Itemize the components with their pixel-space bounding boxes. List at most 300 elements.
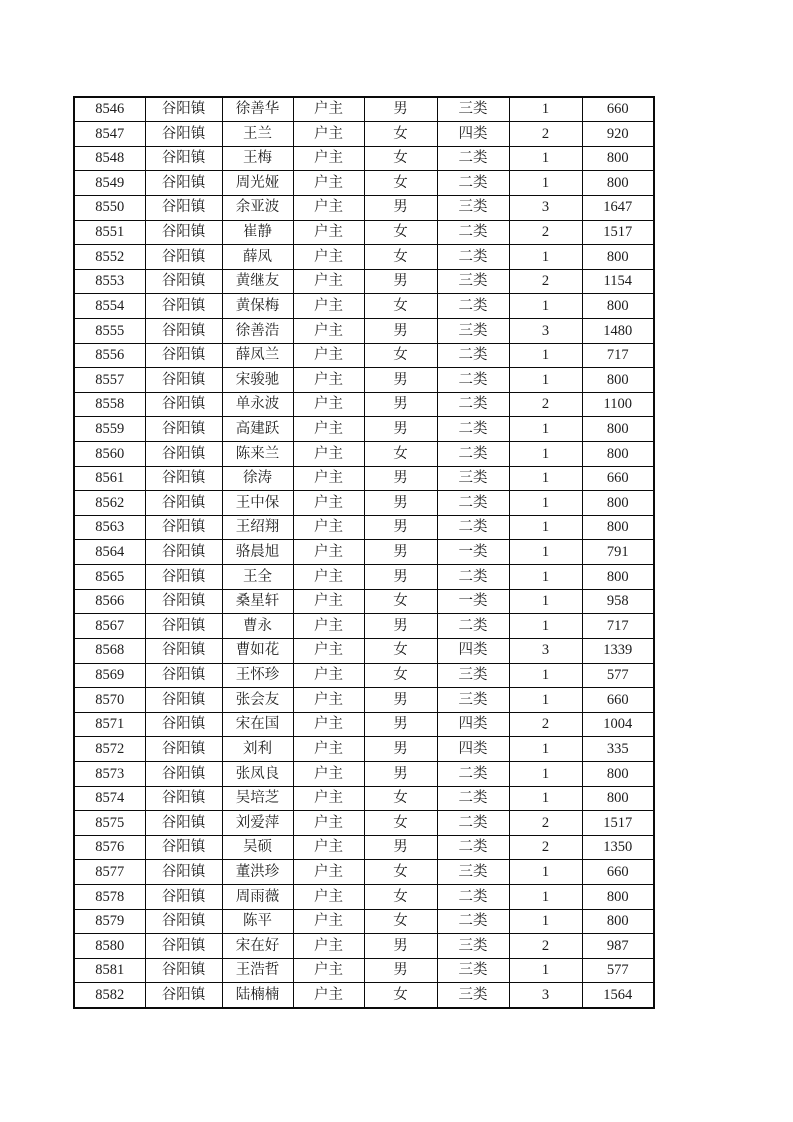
cell-category: 二类 [437,220,509,245]
cell-category: 四类 [437,712,509,737]
cell-gender: 女 [364,245,437,270]
cell-category: 二类 [437,417,509,442]
cell-category: 二类 [437,614,509,639]
cell-relation: 户主 [293,663,364,688]
table-row [74,392,654,417]
cell-category: 三类 [437,958,509,983]
table-row [74,491,654,516]
cell-gender: 男 [364,958,437,983]
cell-town: 谷阳镇 [145,442,222,467]
cell-relation: 户主 [293,811,364,836]
cell-gender: 男 [364,515,437,540]
cell-town: 谷阳镇 [145,589,222,614]
cell-amount: 660 [582,97,654,122]
cell-amount: 1339 [582,638,654,663]
cell-count: 2 [509,220,582,245]
cell-count: 1 [509,614,582,639]
cell-id: 8573 [74,761,145,786]
table-row [74,97,654,122]
cell-town: 谷阳镇 [145,761,222,786]
table-row [74,146,654,171]
cell-id: 8561 [74,466,145,491]
cell-amount: 800 [582,146,654,171]
cell-town: 谷阳镇 [145,811,222,836]
cell-count: 1 [509,565,582,590]
cell-relation: 户主 [293,122,364,147]
cell-id: 8582 [74,983,145,1008]
cell-id: 8566 [74,589,145,614]
cell-relation: 户主 [293,195,364,220]
table-row [74,417,654,442]
cell-name: 董洪珍 [222,860,293,885]
cell-name: 宋在国 [222,712,293,737]
cell-count: 3 [509,638,582,663]
table-row [74,220,654,245]
cell-town: 谷阳镇 [145,663,222,688]
table-row [74,934,654,959]
cell-relation: 户主 [293,294,364,319]
cell-amount: 958 [582,589,654,614]
table-row [74,860,654,885]
cell-gender: 女 [364,983,437,1008]
cell-relation: 户主 [293,491,364,516]
cell-category: 二类 [437,442,509,467]
cell-category: 二类 [437,146,509,171]
cell-id: 8547 [74,122,145,147]
cell-amount: 660 [582,688,654,713]
cell-count: 1 [509,860,582,885]
cell-relation: 户主 [293,220,364,245]
cell-category: 二类 [437,761,509,786]
cell-amount: 660 [582,466,654,491]
cell-name: 周雨薇 [222,885,293,910]
cell-count: 1 [509,761,582,786]
cell-relation: 户主 [293,565,364,590]
cell-amount: 800 [582,885,654,910]
cell-id: 8557 [74,368,145,393]
cell-town: 谷阳镇 [145,860,222,885]
cell-id: 8570 [74,688,145,713]
cell-id: 8548 [74,146,145,171]
cell-town: 谷阳镇 [145,540,222,565]
cell-town: 谷阳镇 [145,392,222,417]
cell-gender: 女 [364,811,437,836]
cell-gender: 男 [364,392,437,417]
cell-count: 1 [509,589,582,614]
cell-id: 8579 [74,909,145,934]
table-row [74,171,654,196]
cell-gender: 男 [364,540,437,565]
cell-town: 谷阳镇 [145,269,222,294]
cell-gender: 女 [364,909,437,934]
cell-id: 8562 [74,491,145,516]
cell-category: 一类 [437,589,509,614]
cell-town: 谷阳镇 [145,958,222,983]
cell-amount: 800 [582,294,654,319]
cell-town: 谷阳镇 [145,343,222,368]
cell-count: 3 [509,983,582,1008]
cell-category: 三类 [437,983,509,1008]
cell-relation: 户主 [293,368,364,393]
cell-relation: 户主 [293,146,364,171]
cell-name: 周光娅 [222,171,293,196]
cell-gender: 女 [364,663,437,688]
cell-id: 8576 [74,835,145,860]
cell-id: 8563 [74,515,145,540]
cell-category: 二类 [437,491,509,516]
cell-count: 1 [509,688,582,713]
cell-id: 8569 [74,663,145,688]
cell-relation: 户主 [293,786,364,811]
cell-town: 谷阳镇 [145,515,222,540]
cell-count: 1 [509,343,582,368]
cell-count: 1 [509,491,582,516]
cell-gender: 女 [364,122,437,147]
cell-relation: 户主 [293,245,364,270]
cell-relation: 户主 [293,737,364,762]
cell-category: 二类 [437,835,509,860]
cell-relation: 户主 [293,614,364,639]
cell-town: 谷阳镇 [145,171,222,196]
cell-count: 2 [509,269,582,294]
household-subsidy-table [73,96,655,1009]
cell-relation: 户主 [293,343,364,368]
cell-amount: 660 [582,860,654,885]
cell-count: 1 [509,368,582,393]
cell-gender: 女 [364,589,437,614]
cell-id: 8581 [74,958,145,983]
cell-gender: 女 [364,885,437,910]
cell-count: 3 [509,195,582,220]
cell-category: 三类 [437,195,509,220]
cell-name: 高建跃 [222,417,293,442]
cell-count: 2 [509,122,582,147]
cell-count: 1 [509,146,582,171]
table-row [74,786,654,811]
cell-name: 曹永 [222,614,293,639]
cell-amount: 800 [582,442,654,467]
cell-amount: 920 [582,122,654,147]
cell-id: 8549 [74,171,145,196]
cell-name: 单永波 [222,392,293,417]
cell-name: 王绍翔 [222,515,293,540]
cell-count: 1 [509,663,582,688]
cell-category: 二类 [437,885,509,910]
cell-town: 谷阳镇 [145,122,222,147]
cell-amount: 800 [582,909,654,934]
cell-town: 谷阳镇 [145,220,222,245]
cell-town: 谷阳镇 [145,885,222,910]
cell-gender: 男 [364,466,437,491]
cell-amount: 800 [582,786,654,811]
table-row [74,811,654,836]
cell-amount: 791 [582,540,654,565]
cell-id: 8574 [74,786,145,811]
cell-amount: 800 [582,491,654,516]
cell-id: 8550 [74,195,145,220]
table-body [74,97,654,1008]
cell-relation: 户主 [293,392,364,417]
cell-amount: 577 [582,958,654,983]
cell-amount: 800 [582,171,654,196]
cell-relation: 户主 [293,885,364,910]
cell-category: 二类 [437,368,509,393]
cell-name: 王全 [222,565,293,590]
cell-gender: 男 [364,761,437,786]
cell-relation: 户主 [293,983,364,1008]
cell-town: 谷阳镇 [145,368,222,393]
cell-category: 二类 [437,909,509,934]
cell-id: 8567 [74,614,145,639]
cell-relation: 户主 [293,835,364,860]
table-row [74,565,654,590]
cell-id: 8575 [74,811,145,836]
cell-category: 一类 [437,540,509,565]
cell-gender: 男 [364,417,437,442]
cell-name: 徐善浩 [222,318,293,343]
cell-id: 8558 [74,392,145,417]
cell-town: 谷阳镇 [145,909,222,934]
cell-town: 谷阳镇 [145,417,222,442]
cell-count: 1 [509,417,582,442]
cell-count: 1 [509,786,582,811]
cell-count: 2 [509,835,582,860]
cell-town: 谷阳镇 [145,195,222,220]
table-row [74,318,654,343]
table-row [74,515,654,540]
table-row [74,688,654,713]
cell-amount: 987 [582,934,654,959]
cell-name: 余亚波 [222,195,293,220]
cell-name: 王梅 [222,146,293,171]
cell-id: 8556 [74,343,145,368]
table-row [74,958,654,983]
cell-amount: 800 [582,417,654,442]
cell-amount: 800 [582,761,654,786]
cell-town: 谷阳镇 [145,614,222,639]
cell-name: 曹如花 [222,638,293,663]
cell-category: 二类 [437,515,509,540]
cell-id: 8552 [74,245,145,270]
cell-name: 薛凤兰 [222,343,293,368]
cell-count: 1 [509,958,582,983]
cell-gender: 男 [364,737,437,762]
cell-gender: 男 [364,688,437,713]
cell-id: 8551 [74,220,145,245]
cell-id: 8553 [74,269,145,294]
cell-town: 谷阳镇 [145,835,222,860]
cell-gender: 女 [364,146,437,171]
cell-gender: 男 [364,712,437,737]
cell-id: 8559 [74,417,145,442]
cell-relation: 户主 [293,761,364,786]
cell-name: 徐善华 [222,97,293,122]
cell-relation: 户主 [293,860,364,885]
table-row [74,712,654,737]
cell-id: 8577 [74,860,145,885]
table-row [74,195,654,220]
cell-town: 谷阳镇 [145,688,222,713]
cell-relation: 户主 [293,442,364,467]
cell-town: 谷阳镇 [145,146,222,171]
cell-name: 徐涛 [222,466,293,491]
cell-category: 二类 [437,294,509,319]
cell-id: 8546 [74,97,145,122]
cell-name: 黄保梅 [222,294,293,319]
cell-category: 四类 [437,638,509,663]
cell-category: 三类 [437,934,509,959]
cell-id: 8554 [74,294,145,319]
cell-count: 1 [509,515,582,540]
cell-name: 崔静 [222,220,293,245]
cell-name: 薛凤 [222,245,293,270]
cell-amount: 800 [582,565,654,590]
table-row [74,343,654,368]
cell-relation: 户主 [293,318,364,343]
table-row [74,663,654,688]
cell-category: 三类 [437,663,509,688]
cell-amount: 1100 [582,392,654,417]
cell-gender: 男 [364,368,437,393]
cell-name: 宋骏驰 [222,368,293,393]
cell-category: 四类 [437,737,509,762]
table-row [74,761,654,786]
table-row [74,737,654,762]
table-row [74,589,654,614]
cell-id: 8564 [74,540,145,565]
cell-gender: 女 [364,220,437,245]
cell-gender: 女 [364,638,437,663]
cell-relation: 户主 [293,712,364,737]
table-row [74,442,654,467]
table-row [74,885,654,910]
table-row [74,269,654,294]
cell-amount: 800 [582,245,654,270]
cell-category: 二类 [437,811,509,836]
cell-amount: 800 [582,368,654,393]
cell-category: 二类 [437,565,509,590]
cell-name: 王中保 [222,491,293,516]
cell-count: 1 [509,97,582,122]
cell-count: 1 [509,540,582,565]
cell-relation: 户主 [293,958,364,983]
cell-count: 1 [509,737,582,762]
cell-category: 二类 [437,343,509,368]
cell-category: 二类 [437,392,509,417]
cell-id: 8572 [74,737,145,762]
cell-relation: 户主 [293,688,364,713]
cell-gender: 女 [364,294,437,319]
cell-count: 2 [509,392,582,417]
cell-name: 张凤良 [222,761,293,786]
cell-count: 2 [509,712,582,737]
cell-gender: 男 [364,269,437,294]
cell-gender: 男 [364,614,437,639]
cell-name: 桑星轩 [222,589,293,614]
cell-name: 骆晨旭 [222,540,293,565]
cell-category: 三类 [437,688,509,713]
cell-category: 三类 [437,860,509,885]
cell-town: 谷阳镇 [145,786,222,811]
cell-name: 陈平 [222,909,293,934]
cell-gender: 女 [364,860,437,885]
cell-amount: 717 [582,614,654,639]
cell-gender: 男 [364,491,437,516]
cell-count: 1 [509,885,582,910]
cell-relation: 户主 [293,269,364,294]
cell-gender: 男 [364,565,437,590]
cell-amount: 335 [582,737,654,762]
cell-town: 谷阳镇 [145,638,222,663]
cell-relation: 户主 [293,466,364,491]
cell-relation: 户主 [293,638,364,663]
table-row [74,466,654,491]
cell-name: 吴培芝 [222,786,293,811]
cell-id: 8580 [74,934,145,959]
cell-amount: 1350 [582,835,654,860]
cell-category: 二类 [437,171,509,196]
cell-count: 1 [509,245,582,270]
table-row [74,368,654,393]
cell-relation: 户主 [293,171,364,196]
cell-id: 8571 [74,712,145,737]
cell-town: 谷阳镇 [145,934,222,959]
cell-gender: 男 [364,835,437,860]
cell-amount: 717 [582,343,654,368]
cell-town: 谷阳镇 [145,318,222,343]
table-row [74,909,654,934]
cell-gender: 男 [364,934,437,959]
cell-town: 谷阳镇 [145,712,222,737]
table-row [74,638,654,663]
cell-id: 8578 [74,885,145,910]
cell-category: 三类 [437,466,509,491]
cell-id: 8568 [74,638,145,663]
cell-gender: 男 [364,195,437,220]
cell-gender: 女 [364,786,437,811]
cell-id: 8565 [74,565,145,590]
cell-name: 陆楠楠 [222,983,293,1008]
cell-relation: 户主 [293,934,364,959]
cell-gender: 女 [364,442,437,467]
table-row [74,294,654,319]
cell-id: 8555 [74,318,145,343]
cell-count: 1 [509,466,582,491]
table-row [74,983,654,1008]
cell-category: 二类 [437,245,509,270]
cell-town: 谷阳镇 [145,294,222,319]
cell-amount: 1517 [582,811,654,836]
cell-relation: 户主 [293,97,364,122]
cell-category: 三类 [437,269,509,294]
cell-name: 王兰 [222,122,293,147]
cell-amount: 800 [582,515,654,540]
cell-count: 2 [509,934,582,959]
cell-category: 三类 [437,318,509,343]
cell-count: 2 [509,811,582,836]
table-row [74,835,654,860]
cell-category: 二类 [437,786,509,811]
cell-gender: 女 [364,343,437,368]
cell-town: 谷阳镇 [145,737,222,762]
cell-id: 8560 [74,442,145,467]
cell-name: 吴硕 [222,835,293,860]
cell-name: 黄继友 [222,269,293,294]
cell-amount: 1564 [582,983,654,1008]
table-row [74,122,654,147]
cell-town: 谷阳镇 [145,466,222,491]
cell-relation: 户主 [293,589,364,614]
